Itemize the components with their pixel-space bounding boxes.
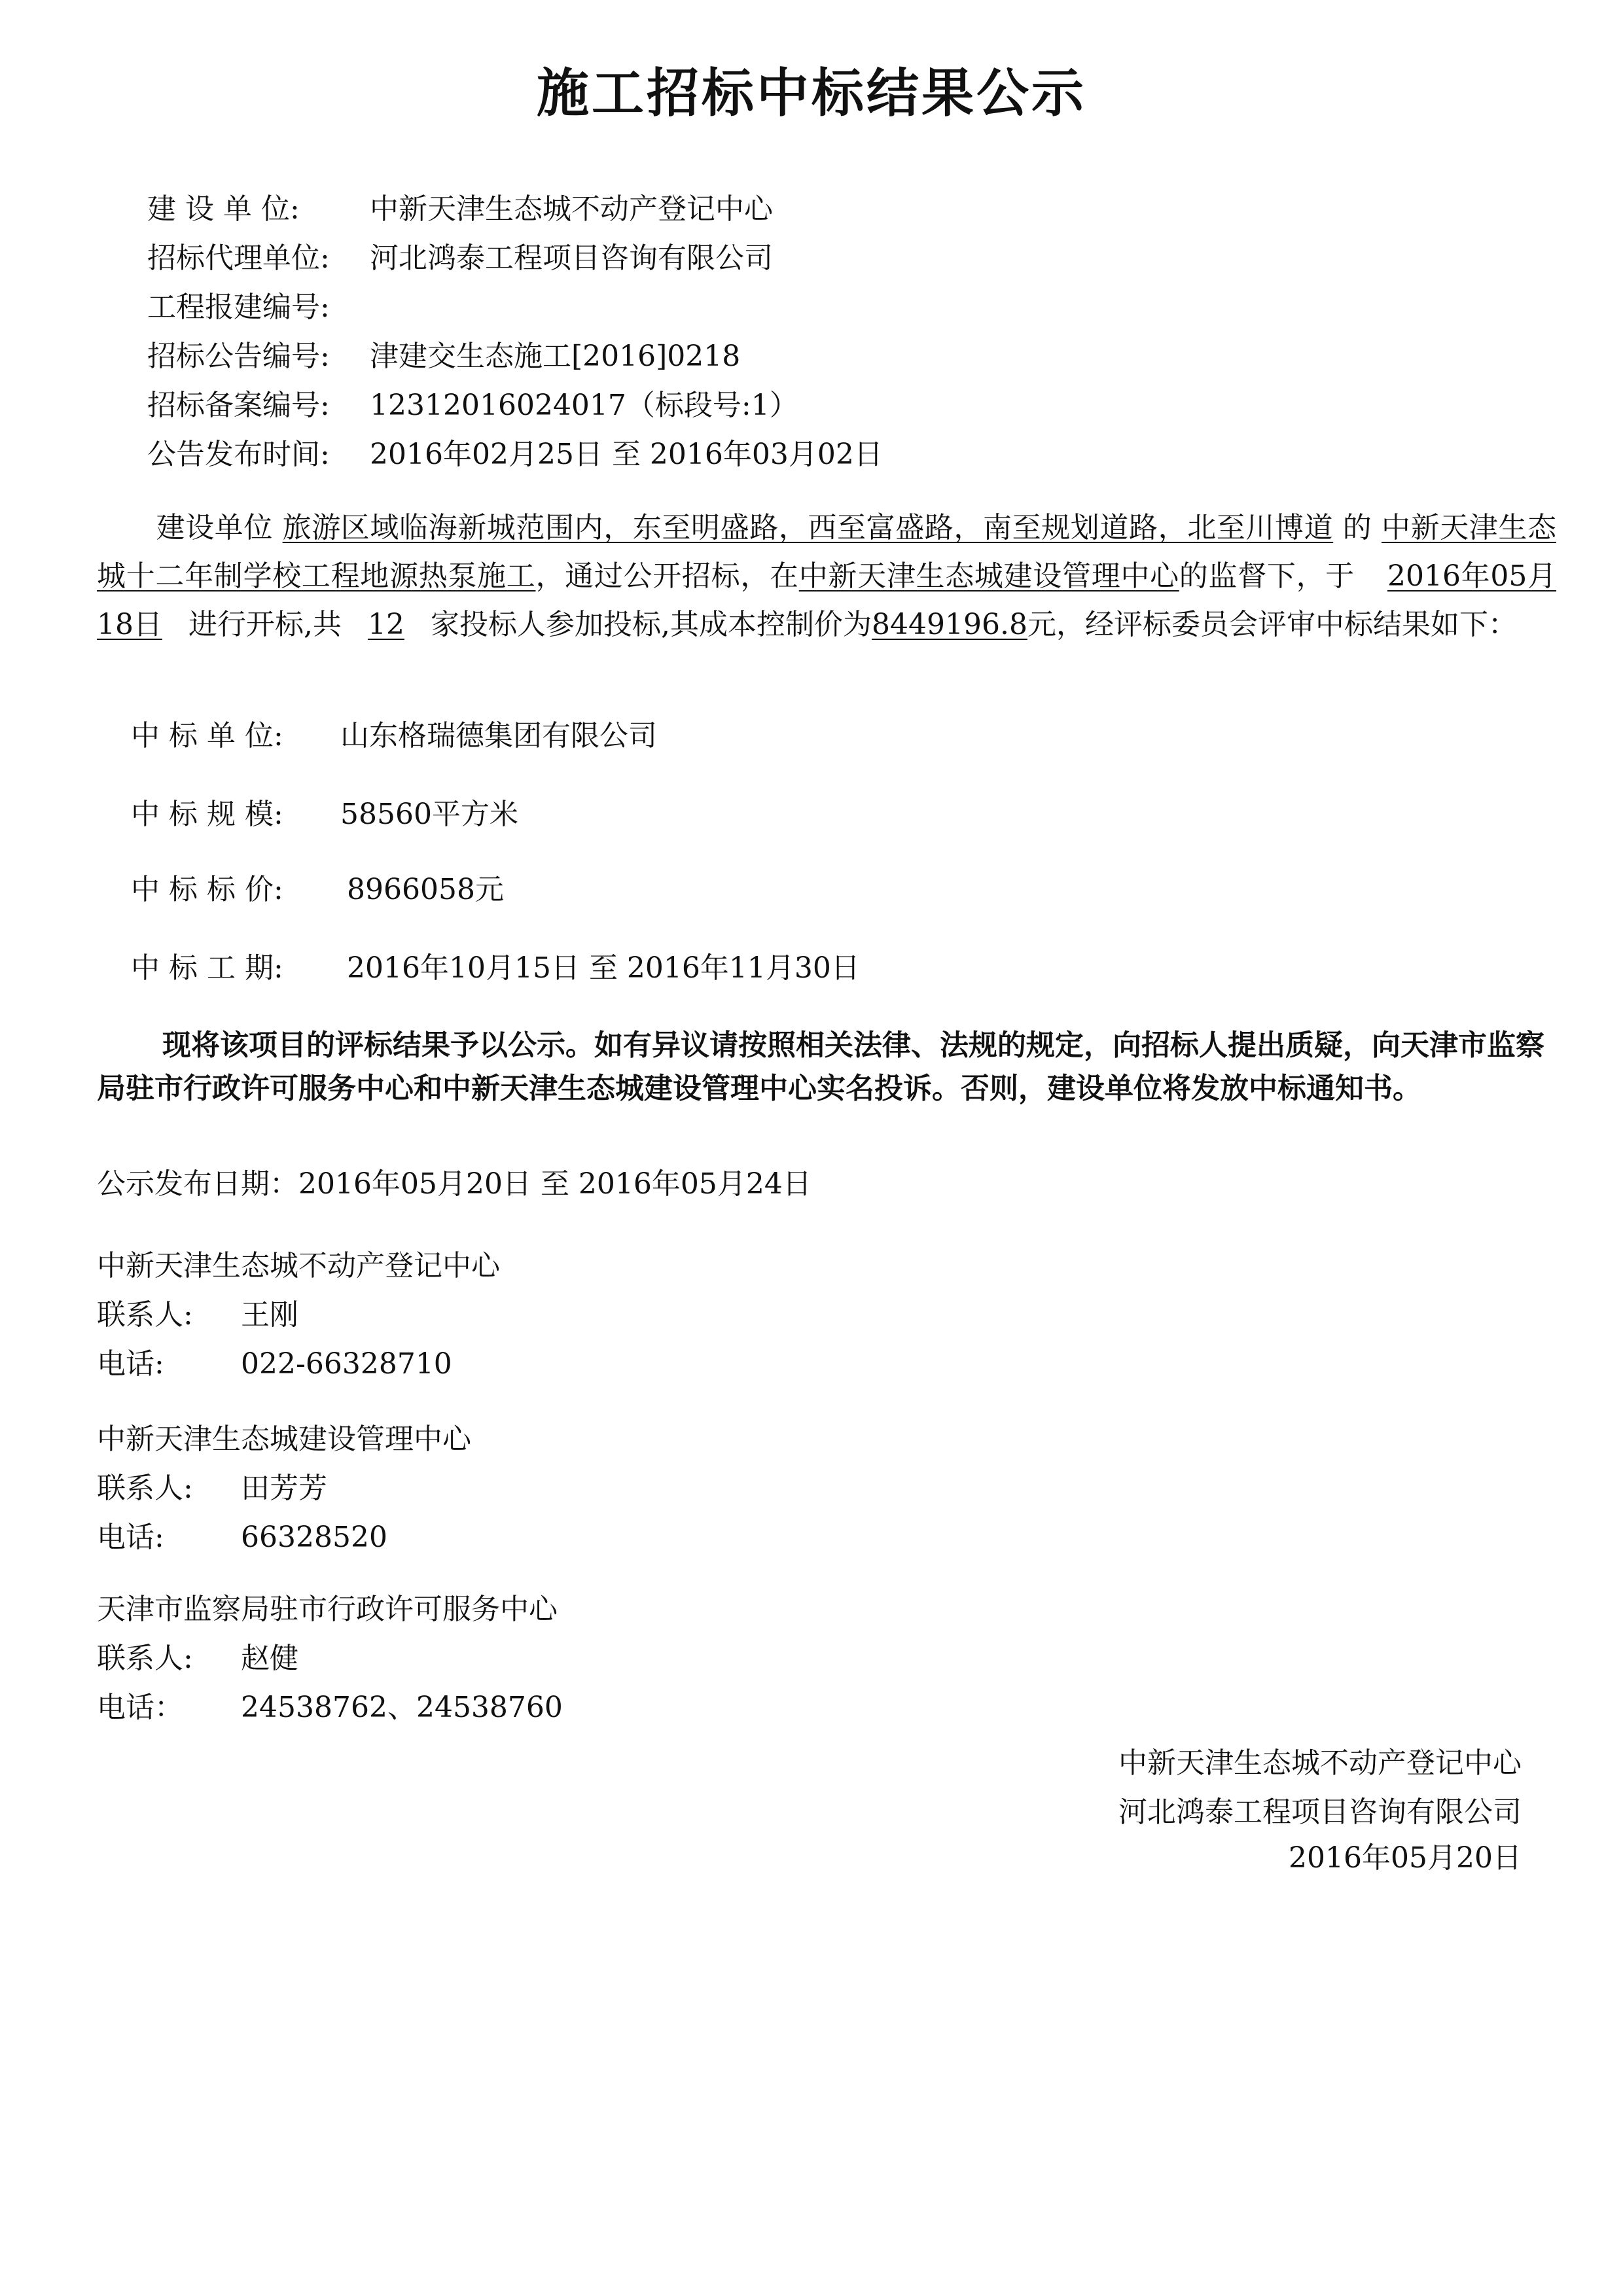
contact-phone-row-1 — [97, 1345, 452, 1384]
contact-org-2: 中新天津生态城建设管理中心 — [97, 1422, 471, 1456]
main-paragraph — [97, 504, 1556, 649]
para-text-e: 进行开标,共 — [188, 608, 342, 641]
contact-person: 田芳芳 — [241, 1472, 327, 1505]
project-location: 旅游区域临海新城范围内，东至明盛路，西至富盛路，南至规划道路，北至川博道 — [282, 511, 1334, 544]
period-label: 中 标 工 期: — [131, 951, 283, 985]
supervisor-name: 中新天津生态城建设管理中心 — [798, 559, 1179, 593]
notice-no-value: 津建交生态施工[2016]0218 — [370, 340, 741, 373]
project-name: 中新天津生态城十二年制学校工程地源热泵施工 — [97, 511, 1556, 593]
build-unit-value: 中新天津生态城不动产登记中心 — [370, 192, 773, 226]
contact-person: 王刚 — [241, 1298, 298, 1332]
signature-org-1: 中新天津生态城不动产登记中心 — [1118, 1746, 1522, 1780]
bidder-count: 12 — [368, 608, 404, 641]
notice-no-row — [147, 337, 740, 376]
price-label: 中 标 标 价: — [131, 873, 283, 906]
contact-phone-row-3 — [97, 1688, 563, 1727]
contact-person-row-2 — [97, 1469, 327, 1508]
record-no-row — [147, 386, 798, 425]
page-title: 施工招标中标结果公示 — [537, 63, 1086, 124]
price-row — [131, 870, 504, 910]
publicity-date: 公示发布日期：2016年05月20日 至 2016年05月24日 — [97, 1167, 812, 1201]
build-unit-label: 建 设 单 位: — [147, 192, 300, 226]
price-value: 8966058元 — [347, 873, 504, 906]
agent-row — [147, 239, 773, 278]
control-price: 8449196.8 — [872, 608, 1027, 641]
contact-person-row-1 — [97, 1296, 298, 1335]
objection-text: 现将该项目的评标结果予以公示。如有异议请按照相关法律、法规的规定，向招标人提出质疑，向天津市监察局驻市行政许可服务中心和中新天津生态城建设管理中心实名投诉。否则，建设单位将发放中标通知书。 — [97, 1029, 1544, 1105]
para-text-b: 的 — [1342, 511, 1372, 544]
record-no-label: 招标备案编号: — [147, 389, 330, 422]
para-text-f: 家投标人参加投标,其成本控制价为 — [431, 608, 872, 641]
scale-row — [131, 795, 518, 834]
contact-phone-label: 电话： — [97, 1691, 183, 1724]
scale-label: 中 标 规 模: — [131, 798, 283, 831]
para-text-g: 元，经评标委员会评审中标结果如下： — [1027, 608, 1517, 641]
para-text-d: 的监督下，于 — [1179, 559, 1355, 593]
para-text-a: 建设单位 — [156, 511, 273, 544]
contact-phone-label: 电话: — [97, 1521, 164, 1554]
notice-no-label: 招标公告编号: — [147, 340, 330, 373]
publish-time-label: 公告发布时间: — [147, 438, 330, 471]
contact-person: 赵健 — [241, 1642, 298, 1675]
contact-person-label: 联系人: — [97, 1472, 193, 1505]
contact-person-label: 联系人: — [97, 1298, 193, 1332]
contact-person-label: 联系人: — [97, 1642, 193, 1675]
open-date: 2016年05月18日 — [97, 559, 1557, 641]
contact-person-row-3 — [97, 1639, 298, 1678]
period-value: 2016年10月15日 至 2016年11月30日 — [347, 951, 860, 985]
scale-value: 58560平方米 — [340, 798, 518, 831]
publish-time-value: 2016年02月25日 至 2016年03月02日 — [370, 438, 883, 471]
agent-value: 河北鸿泰工程项目咨询有限公司 — [370, 241, 773, 275]
winner-label: 中 标 单 位: — [131, 719, 283, 752]
contact-org-1: 中新天津生态城不动产登记中心 — [97, 1249, 500, 1282]
contact-phone: 24538762、24538760 — [241, 1691, 563, 1724]
contact-phone-label: 电话: — [97, 1347, 164, 1381]
agent-label: 招标代理单位: — [147, 241, 330, 275]
signature-date: 2016年05月20日 — [1289, 1841, 1522, 1875]
period-row — [131, 949, 860, 988]
winner-value: 山东格瑞德集团有限公司 — [340, 719, 657, 752]
winner-row — [131, 716, 657, 756]
para-text-c: ，通过公开招标，在 — [535, 559, 799, 593]
publish-time-row — [147, 435, 883, 474]
record-no-value: 12312016024017（标段号:1） — [370, 389, 798, 422]
project-no-label: 工程报建编号: — [147, 291, 330, 324]
contact-org-3: 天津市监察局驻市行政许可服务中心 — [97, 1593, 558, 1626]
contact-phone-row-2 — [97, 1518, 387, 1557]
build-unit-row — [147, 190, 773, 229]
project-no-row — [147, 288, 370, 327]
signature-org-2: 河北鸿泰工程项目咨询有限公司 — [1118, 1795, 1522, 1829]
objection-notice — [97, 1024, 1556, 1110]
contact-phone: 66328520 — [241, 1521, 387, 1554]
contact-phone: 022-66328710 — [241, 1347, 452, 1381]
